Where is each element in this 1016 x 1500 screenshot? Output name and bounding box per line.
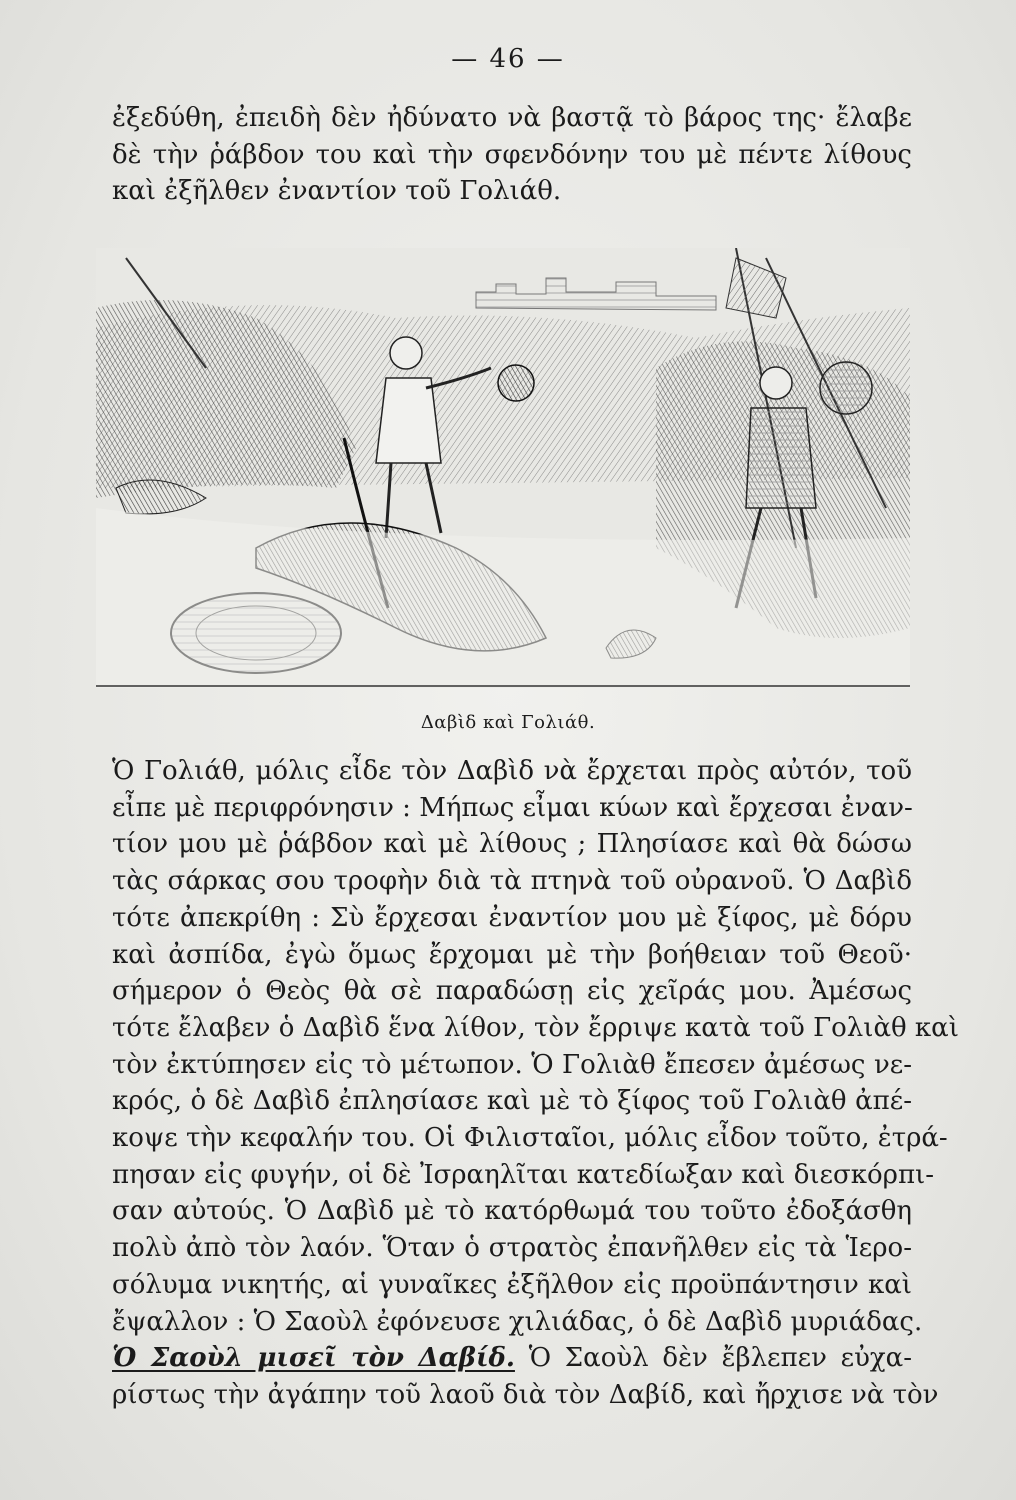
text-line: σήμερον ὁ Θεὸς θὰ σὲ παραδώσῃ εἰς χεῖράς μου. Ἀμέσως	[112, 976, 912, 1007]
text-line: τὰς σάρκας σου τροφὴν διὰ τὰ πτηνὰ τοῦ οὐρανοῦ. Ὁ Δαβὶδ	[112, 866, 912, 897]
main-paragraph	[112, 753, 959, 1414]
text-line: εἶπε μὲ περιφρόνησιν : Μήπως εἶμαι κύων καὶ ἔρχεσαι ἐναν-	[112, 792, 913, 823]
text-line: καὶ ἀσπίδα, ἐγὼ ὅμως ἔρχομαι μὲ τὴν βοήθειαν τοῦ Θεοῦ·	[112, 939, 912, 970]
top-paragraph	[112, 100, 912, 210]
text-line: κρός, ὁ δὲ Δαβὶδ ἐπλησίασε καὶ μὲ τὸ ξίφος τοῦ Γολιὰθ ἀπέ-	[112, 1086, 912, 1117]
text-line: τότε ἔλαβεν ὁ Δαβὶδ ἕνα λίθον, τὸν ἔρριψε κατὰ τοῦ Γολιὰθ καὶ	[112, 1012, 959, 1043]
text-line: τὸν ἐκτύπησεν εἰς τὸ μέτωπον. Ὁ Γολιὰθ ἔπεσεν ἀμέσως νε-	[112, 1049, 912, 1080]
text-line: τίον μου μὲ ῥάβδον καὶ μὲ λίθους ; Πλησίασε καὶ θὰ δώσω	[112, 829, 912, 860]
text-line: κοψε τὴν κεφαλήν του. Οἱ Φιλισταῖοι, μόλις εἶδον τοῦτο, ἐτρά-	[112, 1123, 948, 1154]
text-line: σόλυμα νικητής, αἱ γυναῖκες ἐξῆλθον εἰς προϋπάντησιν καὶ	[112, 1269, 912, 1300]
heading-line	[112, 1340, 912, 1377]
section-heading: Ὁ Σαοὺλ μισεῖ τὸν Δαβίδ.	[112, 1343, 515, 1374]
text-line: ρίστως τὴν ἀγάπην τοῦ λαοῦ διὰ τὸν Δαβίδ, καὶ ἤρχισε νὰ τὸν	[112, 1379, 939, 1410]
text-line: πολὺ ἀπὸ τὸν λαόν. Ὅταν ὁ στρατὸς ἐπανῆλθεν εἰς τὰ Ἱερο-	[112, 1233, 912, 1264]
engraving-illustration	[96, 248, 910, 688]
text-line: τότε ἀπεκρίθη : Σὺ ἔρχεσαι ἐναντίον μου μὲ ξίφος, μὲ δόρυ	[112, 902, 912, 933]
engraving-image	[96, 248, 910, 688]
text-line: ἔψαλλον : Ὁ Σαοὺλ ἐφόνευσε χιλιάδας, ὁ δὲ Δαβὶδ μυριάδας.	[112, 1306, 923, 1337]
text-line: καὶ ἐξῆλθεν ἐναντίον τοῦ Γολιάθ.	[112, 176, 562, 207]
text-line: σαν αὐτούς. Ὁ Δαβὶδ μὲ τὸ κατόρθωμά του τοῦτο ἐδοξάσθη	[112, 1196, 912, 1227]
heading-line-rest: Ὁ Σαοὺλ δὲν ἔβλεπεν εὐχα-	[514, 1343, 913, 1374]
figure-caption: Δαβὶδ καὶ Γολιάθ.	[420, 712, 596, 733]
page-number: — 46 —	[451, 44, 565, 74]
text-line: δὲ τὴν ῥάβδον του καὶ τὴν σφενδόνην του μὲ πέντε λίθους	[112, 139, 912, 170]
text-line: ἐξεδύθη, ἐπειδὴ δὲν ἠδύνατο νὰ βαστᾷ τὸ βάρος της· ἔλαβε	[112, 103, 912, 133]
text-line: πησαν εἰς φυγήν, οἱ δὲ Ἰσραηλῖται κατεδίωξαν καὶ διεσκόρπι-	[112, 1159, 935, 1190]
text-line: Ὁ Γολιάθ, μόλις εἶδε τὸν Δαβὶδ νὰ ἔρχεται πρὸς αὐτόν, τοῦ	[112, 756, 912, 786]
